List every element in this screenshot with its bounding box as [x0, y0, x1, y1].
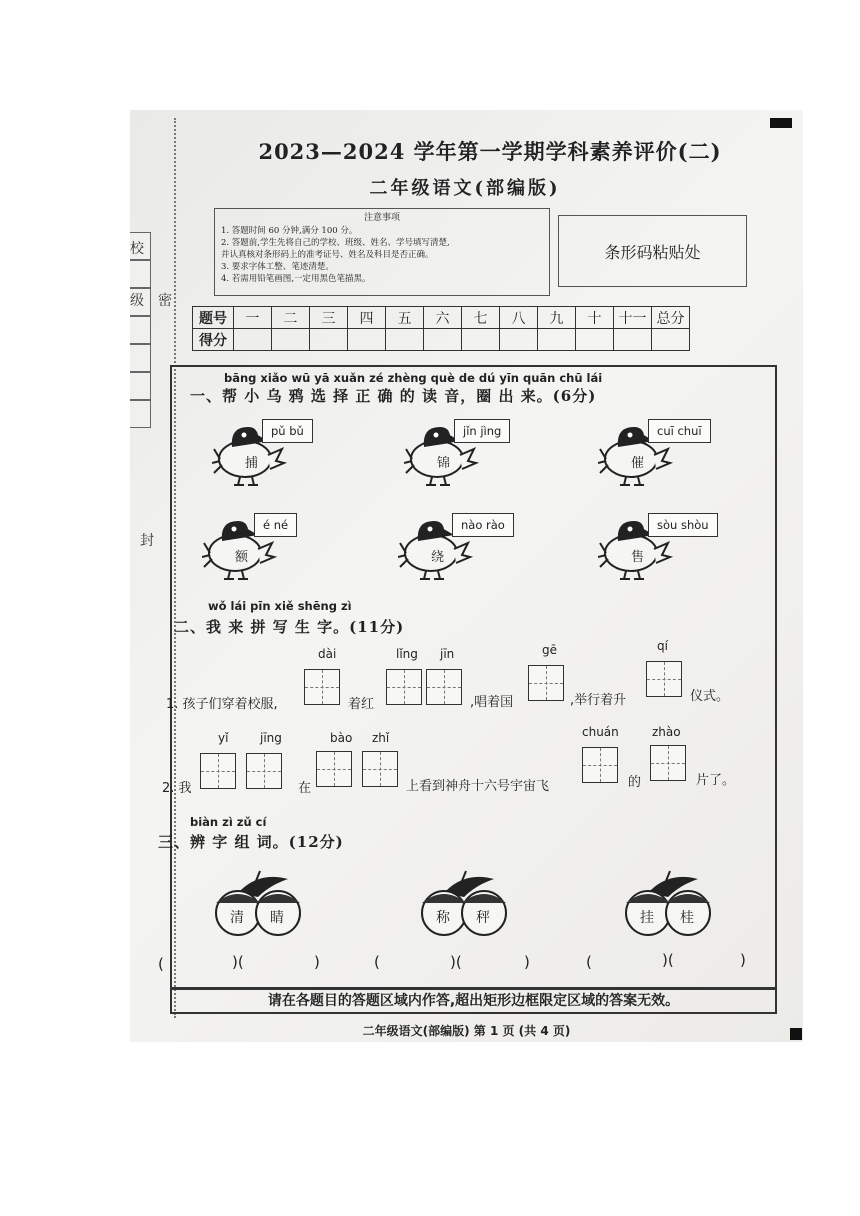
sentence-text: 片了。 [696, 773, 736, 788]
tianzige-box[interactable] [200, 753, 236, 789]
seal-label: 封 [140, 533, 154, 549]
acorn-character: 清 [230, 910, 244, 926]
pinyin-hint: dài [318, 647, 337, 661]
barcode-area [558, 215, 747, 287]
tianzige-box[interactable] [426, 669, 462, 705]
sentence-text: 着红 [348, 697, 375, 712]
pinyin-hint: bào [330, 731, 353, 745]
sentence-text: 在 [298, 781, 312, 796]
crow-item [598, 513, 718, 583]
score-input-cell[interactable] [424, 329, 462, 351]
score-table [192, 306, 690, 351]
score-cell: 题号 [193, 307, 234, 329]
tianzige-box[interactable] [362, 751, 398, 787]
section3-pinyin: biàn zì zǔ cí [190, 815, 267, 829]
pinyin-option-flag[interactable]: pǔ bǔ [262, 419, 313, 443]
notice-title: 注意事项 [363, 213, 400, 223]
sentence-text: 仪式。 [690, 689, 730, 704]
score-table-score-row [193, 329, 690, 351]
notice-line: 3. 要求字体工整、笔迹清楚。 [221, 262, 334, 272]
sentence-text: ,举行着升 [570, 693, 627, 708]
crow-item [212, 419, 332, 489]
exam-page-photo [130, 110, 803, 1042]
section2-pinyin: wǒ lái pīn xiě shēng zì [208, 599, 352, 613]
answer-area-frame [158, 365, 777, 989]
sentence-text: ,唱着国 [470, 695, 514, 710]
pinyin-option-flag[interactable]: cuī chuī [648, 419, 711, 443]
score-cell: 十一 [614, 307, 652, 329]
answer-paren[interactable]: )( [450, 953, 462, 971]
pinyin-hint: zhǐ [372, 731, 390, 745]
score-cell: 一 [234, 307, 272, 329]
tianzige-box[interactable] [582, 747, 618, 783]
score-input-cell[interactable] [652, 329, 690, 351]
section1-pinyin: bāng xiǎo wū yā xuǎn zé zhèng què de dú yīn quān chū lái [224, 371, 603, 385]
crow-item [598, 419, 718, 489]
crow-character: 捕 [245, 456, 259, 471]
barcode-label: 条形码粘贴处 [604, 242, 701, 262]
answer-paren[interactable]: ) [740, 951, 746, 969]
sentence-text: 的 [628, 775, 642, 790]
pinyin-hint: yǐ [218, 731, 229, 745]
score-cell: 二 [272, 307, 310, 329]
acorn-character: 称 [436, 910, 450, 926]
score-cell: 三 [310, 307, 348, 329]
score-table-header-row [193, 307, 690, 329]
answer-paren[interactable]: ) [314, 953, 320, 971]
score-input-cell[interactable] [272, 329, 310, 351]
acorn-pair [414, 867, 514, 939]
answer-paren[interactable]: ) [524, 953, 530, 971]
tianzige-box[interactable] [246, 753, 282, 789]
tianzige-box[interactable] [316, 751, 352, 787]
sentence-text: 1. 孩子们穿着校服, [166, 697, 278, 712]
binding-box [130, 400, 151, 428]
score-input-cell[interactable] [462, 329, 500, 351]
binding-box [130, 344, 151, 372]
notice-box [214, 208, 550, 296]
pinyin-hint: gē [542, 643, 557, 657]
acorn-character: 挂 [640, 910, 654, 926]
tianzige-box[interactable] [650, 745, 686, 781]
pinyin-hint: qí [657, 639, 668, 653]
tianzige-box[interactable] [304, 669, 340, 705]
section3-heading: 三、辨 字 组 词。(12分) [158, 833, 344, 851]
pinyin-option-flag[interactable]: nào rào [452, 513, 514, 537]
score-cell: 七 [462, 307, 500, 329]
acorn-character: 睛 [270, 910, 284, 926]
crow-character: 额 [235, 550, 249, 565]
notice-line: 2. 答题前,学生先将自己的学校、班级、姓名、学号填写清楚, [221, 238, 450, 248]
answer-paren[interactable]: )( [232, 953, 244, 971]
answer-paren[interactable]: ( [158, 955, 164, 973]
pinyin-hint: lǐng [396, 647, 418, 661]
tianzige-box[interactable] [528, 665, 564, 701]
pinyin-hint: jīn [440, 647, 455, 661]
exam-title: 2023—2024 学年第一学期学科素养评价(二) [258, 139, 722, 164]
acorn-pair [208, 867, 308, 939]
section2-heading: 二、我 来 拼 写 生 字。(11分) [174, 618, 405, 636]
acorn-icon [208, 867, 308, 939]
answer-paren[interactable]: )( [662, 951, 674, 969]
binding-label: 校 [130, 241, 144, 257]
score-cell: 得分 [193, 329, 234, 351]
page-footer: 二年级语文(部编版) 第 1 页 (共 4 页) [362, 1024, 571, 1038]
acorn-pair [618, 867, 718, 939]
score-cell: 五 [386, 307, 424, 329]
answer-paren[interactable]: ( [586, 953, 592, 971]
score-input-cell[interactable] [538, 329, 576, 351]
acorn-character: 桂 [680, 910, 694, 926]
score-input-cell[interactable] [234, 329, 272, 351]
crow-item [202, 513, 322, 583]
binding-label: 级 [130, 293, 144, 309]
score-cell: 九 [538, 307, 576, 329]
score-cell: 六 [424, 307, 462, 329]
binding-box [130, 260, 151, 288]
pinyin-hint: chuán [582, 725, 619, 739]
registration-mark [770, 118, 792, 128]
crow-character: 绕 [431, 550, 445, 565]
notice-line: 并认真核对条形码上的准考证号、姓名及科目是否正确。 [221, 250, 434, 260]
score-input-cell[interactable] [310, 329, 348, 351]
crow-item [398, 513, 518, 583]
crow-character: 售 [631, 550, 645, 565]
answer-paren[interactable]: ( [374, 953, 380, 971]
acorn-icon [618, 867, 718, 939]
score-input-cell[interactable] [386, 329, 424, 351]
sentence-text: 上看到神舟十六号宇宙飞 [406, 779, 550, 794]
section1-heading: 一、帮 小 乌 鸦 选 择 正 确 的 读 音，圈 出 来。(6分) [190, 387, 597, 405]
pinyin-option-flag[interactable]: jǐn jìng [454, 419, 510, 443]
pinyin-option-flag[interactable]: é né [254, 513, 297, 537]
binding-box [130, 372, 151, 400]
answer-area-notice: 请在各题目的答题区域内作答,超出矩形边框限定区域的答案无效。 [170, 988, 777, 1014]
score-cell: 总分 [652, 307, 690, 329]
crow-character: 催 [631, 456, 645, 471]
acorn-character: 秤 [476, 910, 490, 926]
pinyin-hint: jīng [260, 731, 282, 745]
tianzige-box[interactable] [646, 661, 682, 697]
tianzige-box[interactable] [386, 669, 422, 705]
exam-subtitle: 二年级语文(部编版) [369, 178, 561, 199]
binding-box [130, 316, 151, 344]
score-input-cell[interactable] [348, 329, 386, 351]
acorn-icon [414, 867, 514, 939]
notice-line: 4. 若需用铅笔画图,一定用黑色笔描黑。 [221, 274, 371, 284]
score-cell: 八 [500, 307, 538, 329]
seal-label: 密 [158, 293, 172, 309]
notice-line: 1. 答题时间 60 分钟,满分 100 分。 [221, 226, 358, 236]
score-input-cell[interactable] [500, 329, 538, 351]
sentence-text: 2. 我 [162, 781, 192, 796]
score-cell: 四 [348, 307, 386, 329]
score-input-cell[interactable] [576, 329, 614, 351]
crow-character: 锦 [437, 456, 451, 471]
score-cell: 十 [576, 307, 614, 329]
crow-item [404, 419, 524, 489]
pinyin-hint: zhào [652, 725, 681, 739]
score-input-cell[interactable] [614, 329, 652, 351]
pinyin-option-flag[interactable]: sòu shòu [648, 513, 718, 537]
